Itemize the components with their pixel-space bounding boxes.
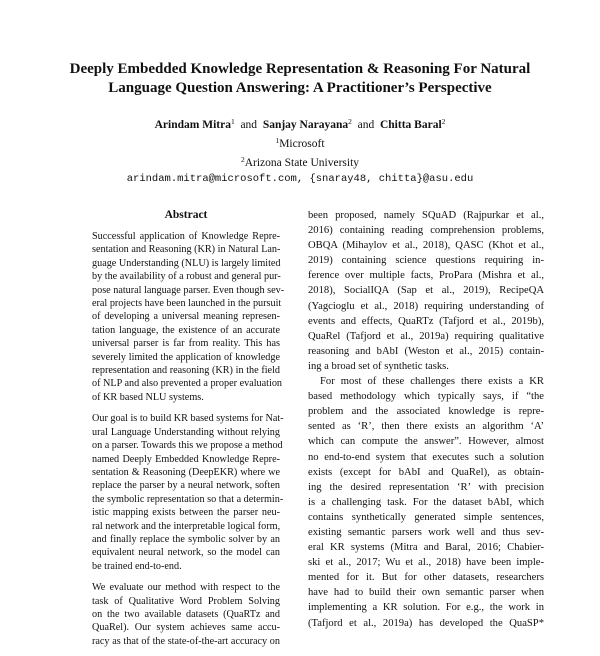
author-name: Arindam Mitra xyxy=(154,119,231,131)
text-line: which can compute the answer”. However, almost xyxy=(308,436,544,448)
text-line: based methodology which typically says, if “the xyxy=(308,391,544,403)
text-line: be trained end-to-end. xyxy=(92,560,182,572)
text-line: have had to build their own semantic parser when xyxy=(308,587,544,599)
text-line: ski et al., 2017; Wu et al., 2018) have been imple- xyxy=(308,557,544,569)
author-superscript: 1 xyxy=(230,117,235,126)
author-emails: arindam.mitra@microsoft.com, {snaray48, chitta}@asu.edu xyxy=(126,173,474,185)
text-line: severely limited the application of knowledge xyxy=(92,351,280,363)
text-line: ing the desired representation ‘R’ with precision xyxy=(308,481,544,493)
abstract-heading: Abstract xyxy=(164,209,208,221)
text-line: exists (except for bAbI and QuaRel), as obtain- xyxy=(308,466,544,478)
author-name: Chitta Baral xyxy=(379,119,442,131)
text-line: on the two available datasets (QuaRTz and xyxy=(92,608,280,620)
text-line: 2019) containing science questions requiring in- xyxy=(308,255,544,267)
text-line: problem and the associated knowledge is repre- xyxy=(308,406,544,418)
author-name: Sanjay Narayana xyxy=(262,119,349,131)
author-separator: and xyxy=(240,119,258,131)
text-line: sented as ‘R’, then there exists an algorithm ‘A’ xyxy=(308,421,544,433)
text-line: of NLP and also prevented a proper evaluation xyxy=(92,378,283,390)
right-column xyxy=(308,208,544,639)
text-line: named Deeply Embedded Knowledge Repre- xyxy=(92,453,280,465)
text-line: representation and reasoning (KR) in the field xyxy=(92,365,280,377)
abstract-paragraph xyxy=(92,581,280,648)
text-line: is a challenging task. For the dataset bAbI, which xyxy=(308,496,544,508)
text-line: replace the parser by a neural network, soften xyxy=(92,480,280,492)
text-line: QuaRel). Our system achieves same accu- xyxy=(92,622,280,634)
abstract-paragraph xyxy=(92,412,284,573)
text-line: on a parser. Towards this we propose a method xyxy=(92,440,283,452)
text-line: and finally replace the symbolic solver by an xyxy=(92,533,280,545)
text-line: no end-to-end system that executes such a solution xyxy=(308,451,544,463)
text-line: ral network and the interpretable logical form, xyxy=(92,520,281,532)
text-line: implementing a KR solution. For e.g., the work in xyxy=(308,602,544,614)
text-line: racy as that of the state-of-the-art accuracy on xyxy=(92,635,280,647)
affiliation xyxy=(60,152,540,171)
text-line: equivalent neural network, so the model can xyxy=(92,547,280,559)
text-line: sentation and Reasoning (KR) in Natural Lan- xyxy=(92,244,281,256)
text-line: been proposed, namely SQuAD (Rajpurkar et al., xyxy=(308,210,544,221)
text-line: eral KR systems (Mitra and Baral, 2016; Chabier- xyxy=(308,542,544,554)
text-line: Our goal is to build KR based systems for Nat- xyxy=(92,413,284,425)
text-line: reasoning and bAbI (Weston et al., 2015) contain- xyxy=(308,345,544,357)
text-line: task of Qualitative Word Problem Solving xyxy=(92,595,280,607)
text-line: We evaluate our method with respect to the xyxy=(92,582,280,594)
text-line: ference over multiple facts, ProPara (Mishra et al., xyxy=(308,270,544,282)
text-line: 2016) containing reading comprehension problems, xyxy=(308,225,544,237)
body-paragraph xyxy=(308,374,544,631)
text-line: guage Understanding (NLU) is largely limited xyxy=(92,257,281,269)
text-line: events and effects, QuaRTz (Tafjord et al., 2019b), xyxy=(308,315,544,327)
text-line: contains synthetically generated simple sentences, xyxy=(308,511,544,523)
affiliation-superscript: 2 xyxy=(240,155,245,164)
text-line: (Yagcioglu et al., 2018) requiring understanding of xyxy=(308,300,544,312)
author-superscript: 2 xyxy=(441,117,446,126)
author-superscript: 2 xyxy=(348,117,352,126)
text-line: mented for it. But for other datasets, researchers xyxy=(308,572,544,584)
title-line: Deeply Embedded Knowledge Representation & Reasoning For Natural xyxy=(69,61,531,77)
title-line: Language Question Answering: A Practitioner’s Perspective xyxy=(108,80,492,96)
author-names xyxy=(60,114,540,133)
text-line: eral projects have been launched in the pursuit xyxy=(92,298,282,310)
text-line: of developing a universal meaning represen- xyxy=(92,311,280,323)
text-line: ing a broad set of synthetic tasks. xyxy=(308,360,449,372)
affiliation-superscript: 1 xyxy=(275,136,280,145)
text-line: ural Language Understanding without relying xyxy=(92,426,280,438)
body-paragraph xyxy=(308,208,544,374)
text-line: QuaRel (Tafjord et al., 2019a) requiring qualitative xyxy=(308,330,544,342)
left-column xyxy=(92,208,285,656)
text-line: istic mapping exists between the parser neu- xyxy=(92,507,280,519)
text-line: 2018), SocialIQA (Sap et al., 2019), RecipeQA xyxy=(308,285,544,297)
affiliation xyxy=(60,133,540,152)
text-line: the symbolic representation so that a determin- xyxy=(92,493,284,505)
paper-title xyxy=(60,60,540,98)
abstract-paragraph xyxy=(92,230,285,404)
text-line: tation language, the existence of an accurate xyxy=(92,324,280,336)
author-separator: and xyxy=(357,119,375,131)
affiliation-name: Microsoft xyxy=(279,138,325,150)
text-line: sentation & Reasoning (DeepEKR) where we xyxy=(92,466,280,478)
text-line: universal parser is far from reality. This has xyxy=(92,338,280,350)
text-line: of KR based NLU systems. xyxy=(92,391,204,403)
text-line: For most of these challenges there exists a KR xyxy=(320,376,544,388)
author-block xyxy=(60,114,540,187)
text-line: OBQA (Mihaylov et al., 2018), QASC (Khot et al., xyxy=(308,240,544,252)
text-line: pose natural language parser. Even though sev- xyxy=(92,284,285,296)
text-line: (Tafjord et al., 2019a) has developed the QuaSP* xyxy=(308,617,544,629)
affiliation-name: Arizona State University xyxy=(244,157,360,169)
text-line: Successful application of Knowledge Repre- xyxy=(92,231,280,242)
text-line: by the availability of a robust and general pur- xyxy=(92,271,281,283)
text-line: existing semantic parsers work well and thus sev- xyxy=(308,526,544,538)
